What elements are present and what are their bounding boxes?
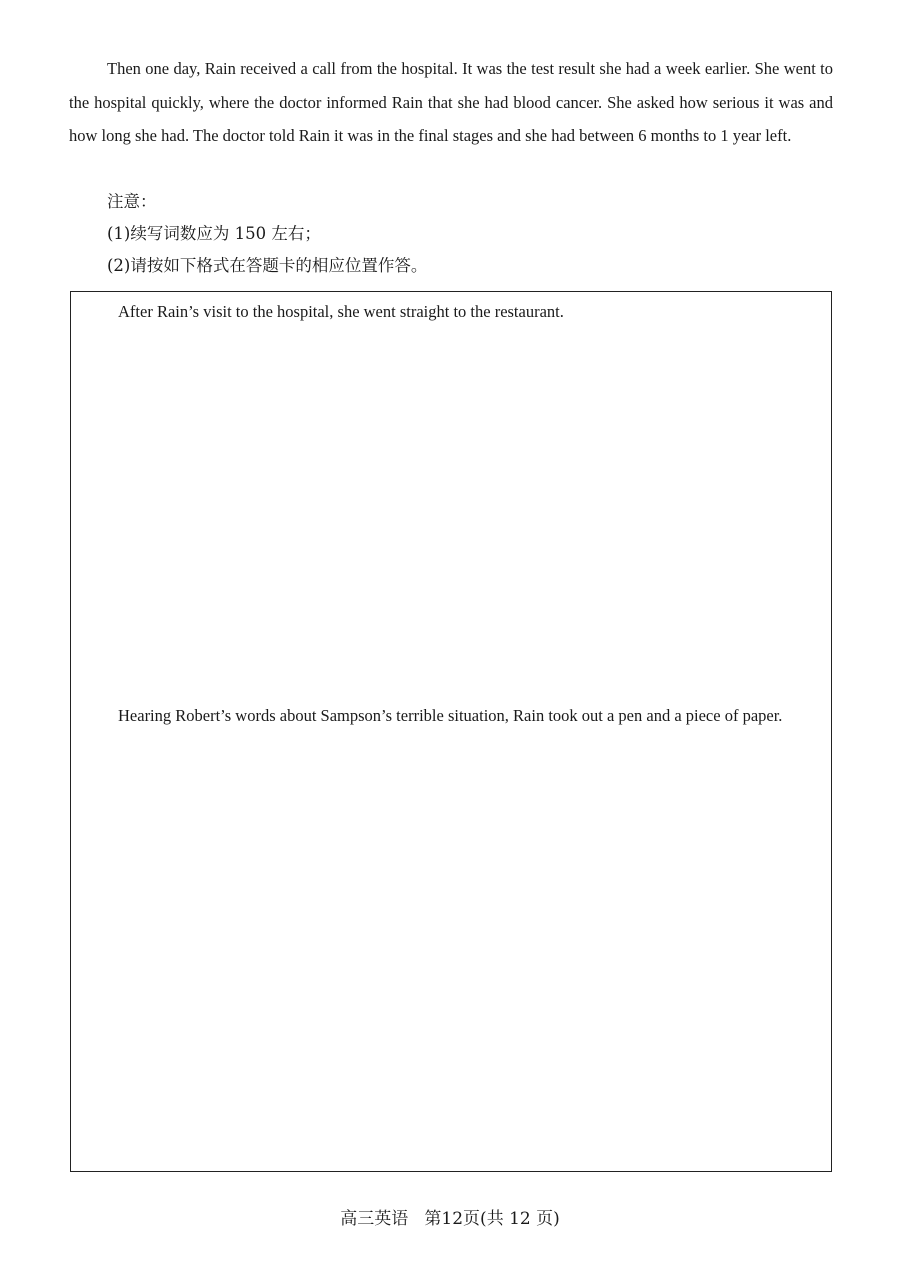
instruction-format: (2)请按如下格式在答题卡的相应位置作答。 — [107, 256, 428, 275]
continuation-prompt-2-block — [81, 698, 823, 733]
instructions-heading: 注意： — [107, 192, 157, 211]
story-paragraph: Then one day, Rain received a call from the hospital. It was the test result she had a week earlier. She went to the hospital quickly, where the doctor informed Rain that she had blood cancer. She asked how serious it was and how long she had. The doctor told Rain it was in the final stages and she had between 6 months to 1 year left. — [69, 59, 833, 145]
instruction-word-count: (1)续写词数应为 150 左右； — [107, 224, 321, 243]
continuation-prompt-2: Hearing Robert’s words about Sampson’s terrible situation, Rain took out a pen and a piece of paper. — [118, 706, 783, 725]
page-footer: 高三英语 第12页(共 12 页) — [340, 1209, 560, 1229]
story-passage — [69, 52, 833, 153]
continuation-prompt-1: After Rain’s visit to the hospital, she went straight to the restaurant. — [118, 302, 564, 321]
instructions — [107, 186, 427, 282]
answer-box — [70, 291, 832, 1172]
